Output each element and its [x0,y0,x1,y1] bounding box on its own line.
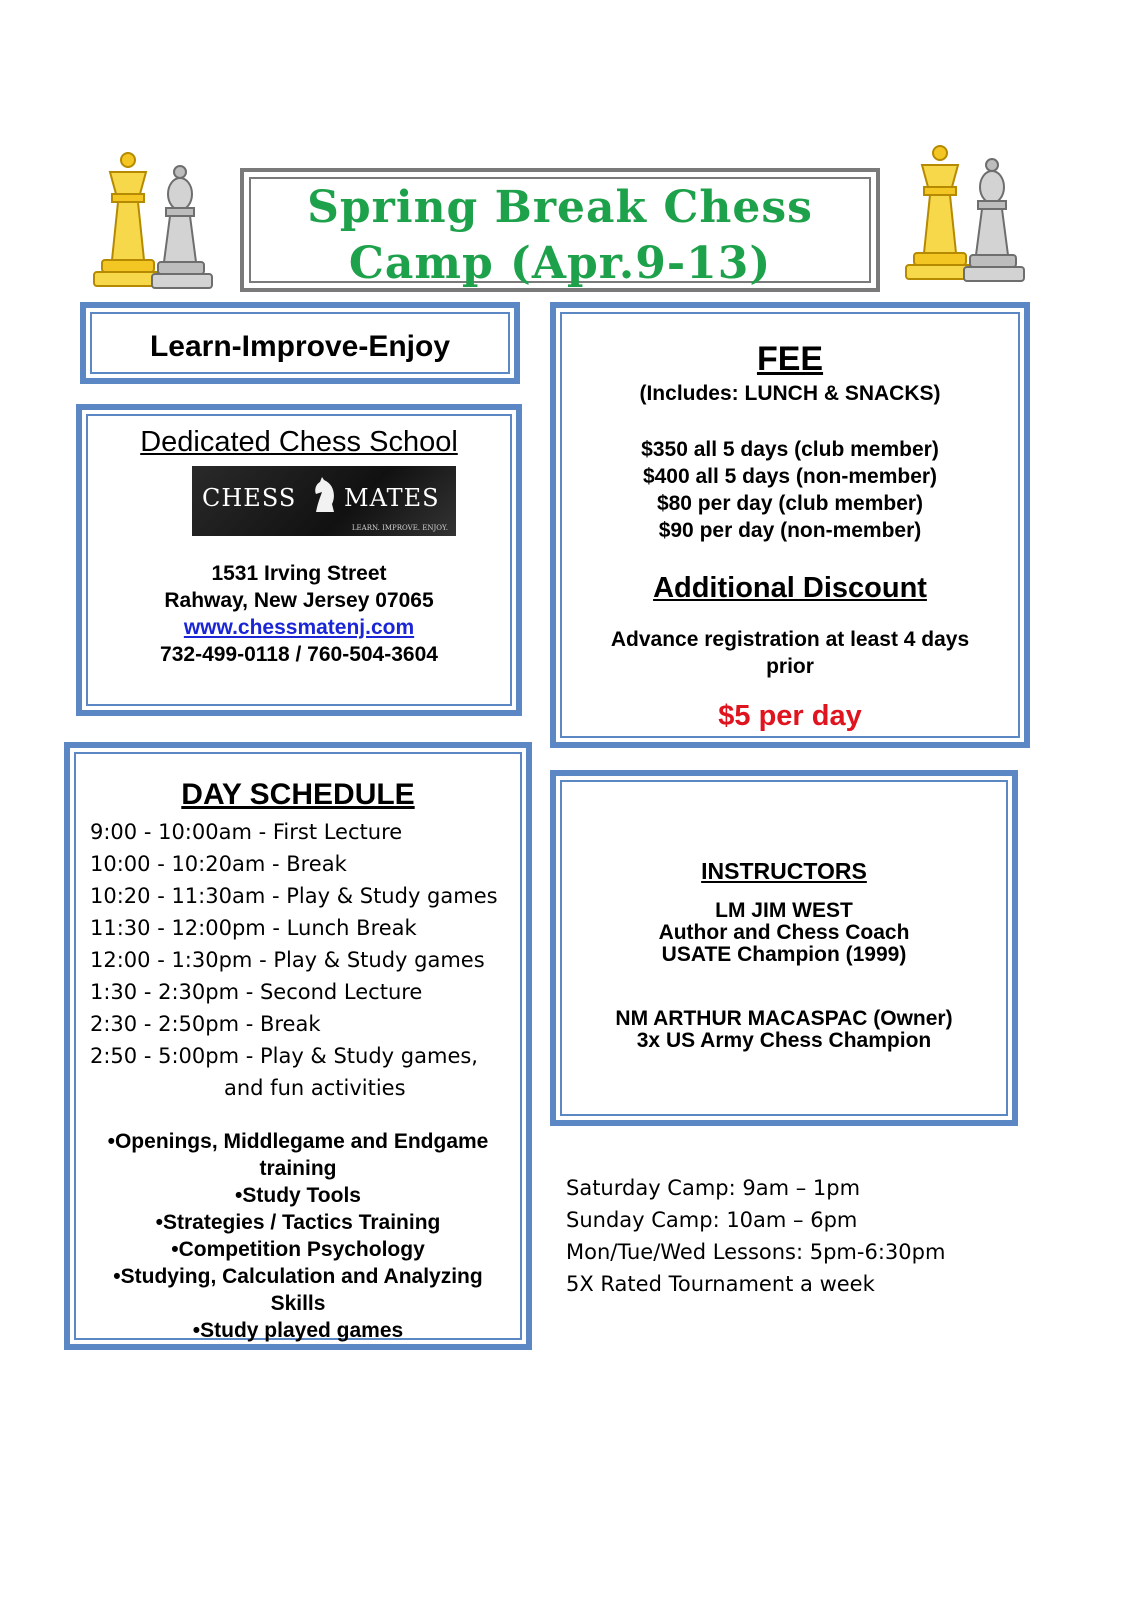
silver-bishop-icon [964,159,1024,281]
topic-item: Skills [270,1292,326,1315]
school-box [76,404,522,716]
price-item: $400 all 5 days (non-member) [642,465,938,488]
schedule-item: 1:30 - 2:30pm - Second Lecture [90,980,423,1004]
schedule-item: 11:30 - 12:00pm - Lunch Break [90,916,417,940]
tagline-box [80,302,520,384]
page-title: Spring Break Chess Camp (Apr.9-13) [307,182,813,289]
discount-amount: $5 per day [718,700,862,732]
phone-numbers: 732-499-0118 / 760-504-3604 [160,643,438,666]
schedule-item-continuation: and fun activities [224,1076,406,1100]
schedule-box [64,742,532,1350]
discount-heading: Additional Discount [653,572,927,604]
topic-item: •Study played games [192,1319,404,1342]
schedule-item: 2:50 - 5:00pm - Play & Study games, [90,1044,478,1068]
other-programs [566,1172,1026,1300]
program-item: Sunday Camp: 10am – 6pm [566,1208,858,1232]
instructors-box [550,770,1018,1126]
school-address: 1531 Irving Street Rahway, New Jersey 07065 www.chessmatenj.com 732-499-0118 / 760-504-3604 [82,560,516,668]
logo-tagline: LEARN. IMPROVE. ENJOY. [351,524,448,532]
chess-pieces-right-icon [900,143,1035,288]
instructor-2: NM ARTHUR MACASPAC (Owner) 3x US Army Chess Champion [615,1007,953,1052]
fee-price-list [556,436,1024,544]
gold-queen-icon [906,146,974,279]
schedule-item: 12:00 - 1:30pm - Play & Study games [90,948,485,972]
topic-item: •Studying, Calculation and Analyzing [113,1265,483,1288]
logo-text-left: CHESS [202,484,297,512]
topics-list [70,1128,526,1344]
schedule-list [90,816,520,1104]
instructor-1: LM JIM WEST Author and Chess Coach USATE Champion (1999) [658,899,910,966]
topic-item: training [259,1157,337,1180]
instructors-heading: INSTRUCTORS [701,858,867,884]
fee-heading: FEE [756,340,824,378]
topic-item: •Openings, Middlegame and Endgame [107,1130,489,1153]
schedule-heading: DAY SCHEDULE [181,778,415,811]
school-heading: Dedicated Chess School [140,426,458,458]
knight-icon [310,476,340,516]
schedule-item: 2:30 - 2:50pm - Break [90,1012,321,1036]
fee-includes: (Includes: LUNCH & SNACKS) [639,382,941,405]
price-item: $90 per day (non-member) [658,519,922,542]
schedule-item: 10:00 - 10:20am - Break [90,852,347,876]
program-item: Mon/Tue/Wed Lessons: 5pm-6:30pm [566,1240,946,1264]
silver-bishop-icon [152,166,212,288]
gold-queen-icon [94,153,162,286]
price-item: $80 per day (club member) [656,492,924,515]
chessmates-logo [192,466,456,536]
program-item: 5X Rated Tournament a week [566,1272,875,1296]
program-item: Saturday Camp: 9am – 1pm [566,1176,861,1200]
fee-box [550,302,1030,748]
logo-text-right: MATES [344,484,440,512]
topic-item: •Strategies / Tactics Training [155,1211,441,1234]
title-banner [240,168,880,292]
chess-pieces-left-icon [88,150,223,295]
schedule-item: 9:00 - 10:00am - First Lecture [90,820,403,844]
topic-item: •Competition Psychology [171,1238,425,1261]
topic-item: •Study Tools [235,1184,361,1207]
schedule-item: 10:20 - 11:30am - Play & Study games [90,884,498,908]
tagline: Learn-Improve-Enjoy [149,330,451,363]
website-link[interactable]: www.chessmatenj.com [183,616,415,639]
discount-text: Advance registration at least 4 days prior [610,628,970,678]
price-item: $350 all 5 days (club member) [641,438,939,461]
